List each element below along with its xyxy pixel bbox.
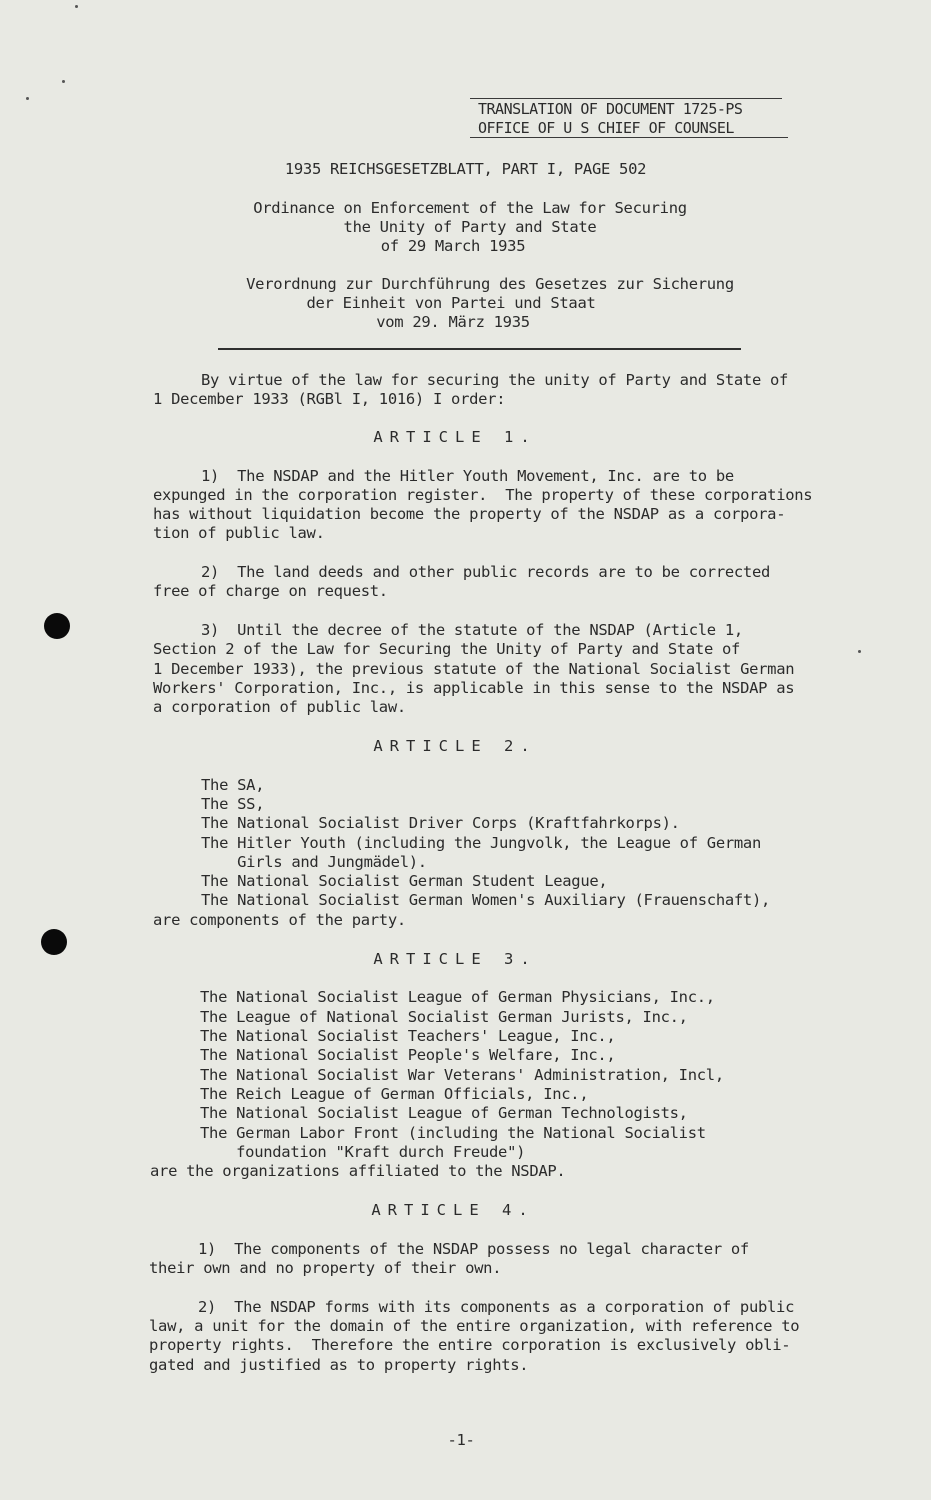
speck: [26, 97, 29, 100]
preamble-line-2: 1 December 1933 (RGBl I, 1016) I order:: [153, 390, 506, 408]
a4-p2-l1: 2) The NSDAP forms with its components as a corporation of public: [198, 1298, 795, 1316]
a3-item-9: foundation "Kraft durch Freude"): [200, 1143, 526, 1161]
a1-p3-l3: 1 December 1933), the previous statute of the National Socialist German: [153, 660, 795, 678]
german-title-1: Verordnung zur Durchführung des Gesetzes zur Sicherung: [246, 275, 734, 293]
a1-p2-l1: 2) The land deeds and other public records are to be corrected: [201, 563, 771, 581]
a2-item-4: The Hitler Youth (including the Jungvolk, the League of German: [201, 834, 761, 852]
a3-item-4: The National Socialist People's Welfare, Inc.,: [200, 1046, 616, 1064]
punch-hole-top: [44, 613, 70, 639]
german-title-3: vom 29. März 1935: [376, 313, 530, 331]
a4-p2-l4: gated and justified as to property rights.: [149, 1356, 529, 1374]
speck: [62, 80, 65, 83]
a2-item-2: The SS,: [201, 795, 265, 813]
a3-item-5: The National Socialist War Veterans' Administration, Incl,: [200, 1066, 724, 1084]
title-divider: [218, 348, 741, 350]
a3-item-3: The National Socialist Teachers' League, Inc.,: [200, 1027, 616, 1045]
a3-closing: are the organizations affiliated to the NSDAP.: [150, 1162, 566, 1180]
preamble-line-1: By virtue of the law for securing the unity of Party and State of: [201, 371, 789, 389]
a3-item-1: The National Socialist League of German Physicians, Inc.,: [200, 988, 715, 1006]
a4-p1-l1: 1) The components of the NSDAP possess no legal character of: [198, 1240, 749, 1258]
article-2-heading: ARTICLE 2.: [373, 737, 537, 755]
article-1-heading: ARTICLE 1.: [373, 428, 537, 446]
speck: [75, 5, 78, 8]
a1-p1-l2: expunged in the corporation register. The property of these corporations: [153, 486, 813, 504]
a3-item-8: The German Labor Front (including the National Socialist: [200, 1124, 706, 1142]
office-line: OFFICE OF U S CHIEF OF COUNSEL: [478, 119, 734, 137]
a1-p3-l5: a corporation of public law.: [153, 698, 406, 716]
source-line: 1935 REICHSGESETZBLATT, PART I, PAGE 502: [284, 160, 647, 178]
english-title-1: Ordinance on Enforcement of the Law for Securing: [253, 199, 687, 217]
a2-item-6: The National Socialist German Student League,: [201, 872, 608, 890]
a1-p1-l1: 1) The NSDAP and the Hitler Youth Movement, Inc. are to be: [201, 467, 734, 485]
a3-item-6: The Reich League of German Officials, Inc.,: [200, 1085, 589, 1103]
article-3-heading: ARTICLE 3.: [373, 950, 537, 968]
a1-p3-l1: 3) Until the decree of the statute of the NSDAP (Article 1,: [201, 621, 743, 639]
german-title-2: der Einheit von Partei und Staat: [306, 294, 596, 312]
a1-p2-l2: free of charge on request.: [153, 582, 388, 600]
a3-item-7: The National Socialist League of German Technologists,: [200, 1104, 688, 1122]
header-rule-top: [470, 98, 782, 99]
translation-line: TRANSLATION OF DOCUMENT 1725-PS: [478, 100, 743, 118]
a2-item-7: The National Socialist German Women's Auxiliary (Frauenschaft),: [201, 891, 771, 909]
a4-p2-l3: property rights. Therefore the entire corporation is exclusively obli-: [149, 1336, 791, 1354]
a3-item-2: The League of National Socialist German Jurists, Inc.,: [200, 1008, 688, 1026]
a2-item-1: The SA,: [201, 776, 265, 794]
page-number: -1-: [447, 1431, 475, 1449]
a1-p1-l3: has without liquidation become the property of the NSDAP as a corpora-: [153, 505, 786, 523]
header-rule-bottom: [470, 137, 788, 138]
a2-item-3: The National Socialist Driver Corps (Kraftfahrkorps).: [201, 814, 680, 832]
a1-p3-l2: Section 2 of the Law for Securing the Unity of Party and State of: [153, 640, 741, 658]
a2-closing: are components of the party.: [153, 911, 406, 929]
a1-p1-l4: tion of public law.: [153, 524, 325, 542]
a1-p3-l4: Workers' Corporation, Inc., is applicable in this sense to the NSDAP as: [153, 679, 795, 697]
speck: [858, 650, 861, 653]
english-title-3: of 29 March 1935: [380, 237, 526, 255]
english-title-2: the Unity of Party and State: [343, 218, 597, 236]
a4-p2-l2: law, a unit for the domain of the entire organization, with reference to: [149, 1317, 800, 1335]
a4-p1-l2: their own and no property of their own.: [149, 1259, 502, 1277]
article-4-heading: ARTICLE 4.: [371, 1201, 535, 1219]
a2-item-5: Girls and Jungmädel).: [201, 853, 427, 871]
